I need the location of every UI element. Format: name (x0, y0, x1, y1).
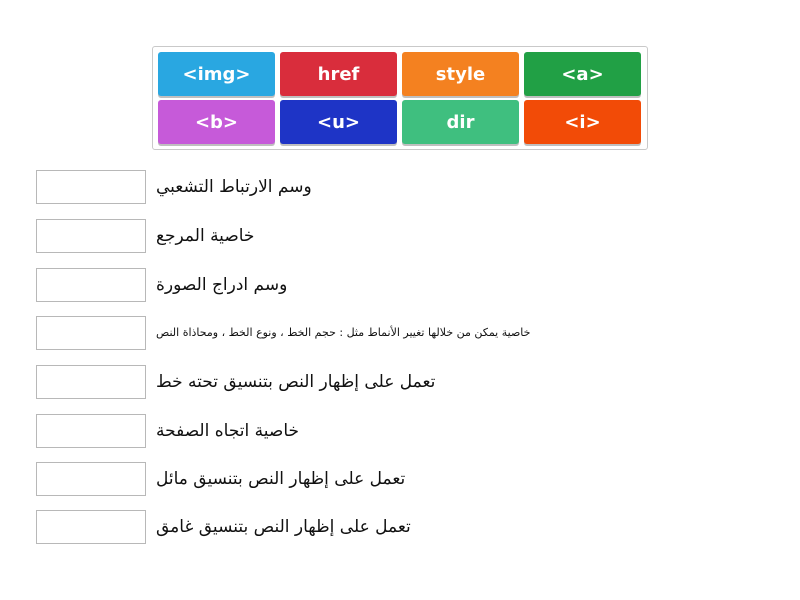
match-row-6 (36, 414, 796, 450)
match-row-3 (36, 268, 796, 304)
match-row-8 (36, 510, 796, 546)
row-label-4: خاصية يمكن من خلالها تغيير الأنماط مثل : حجم الخط ، ونوع الخط ، ومحاذاة النص (156, 326, 531, 339)
drop-box-4[interactable] (36, 316, 146, 350)
drop-box-2[interactable] (36, 219, 146, 253)
tile-dir[interactable]: dir (402, 100, 519, 144)
drop-box-3[interactable] (36, 268, 146, 302)
row-label-2: خاصية المرجع (156, 226, 255, 246)
tile-href[interactable]: href (280, 52, 397, 96)
match-row-5 (36, 365, 796, 401)
match-row-1 (36, 170, 796, 206)
drop-box-8[interactable] (36, 510, 146, 544)
drop-box-7[interactable] (36, 462, 146, 496)
drop-box-5[interactable] (36, 365, 146, 399)
match-row-7 (36, 462, 796, 498)
tile-i[interactable]: <i> (524, 100, 641, 144)
match-row-4 (36, 316, 796, 352)
tile-style[interactable]: style (402, 52, 519, 96)
tile-b[interactable]: <b> (158, 100, 275, 144)
answer-bank (152, 46, 648, 150)
row-label-8: تعمل على إظهار النص بتنسيق غامق (156, 517, 411, 537)
tile-img[interactable]: <img> (158, 52, 275, 96)
row-label-1: وسم الارتباط التشعبي (156, 177, 312, 197)
drop-box-1[interactable] (36, 170, 146, 204)
drop-box-6[interactable] (36, 414, 146, 448)
tile-a[interactable]: <a> (524, 52, 641, 96)
row-label-7: تعمل على إظهار النص بتنسيق مائل (156, 469, 406, 489)
row-label-3: وسم ادراج الصورة (156, 275, 288, 295)
tile-u[interactable]: <u> (280, 100, 397, 144)
row-label-5: تعمل على إظهار النص بتنسيق تحته خط (156, 372, 436, 392)
row-label-6: خاصية اتجاه الصفحة (156, 421, 300, 441)
match-row-2 (36, 219, 796, 255)
